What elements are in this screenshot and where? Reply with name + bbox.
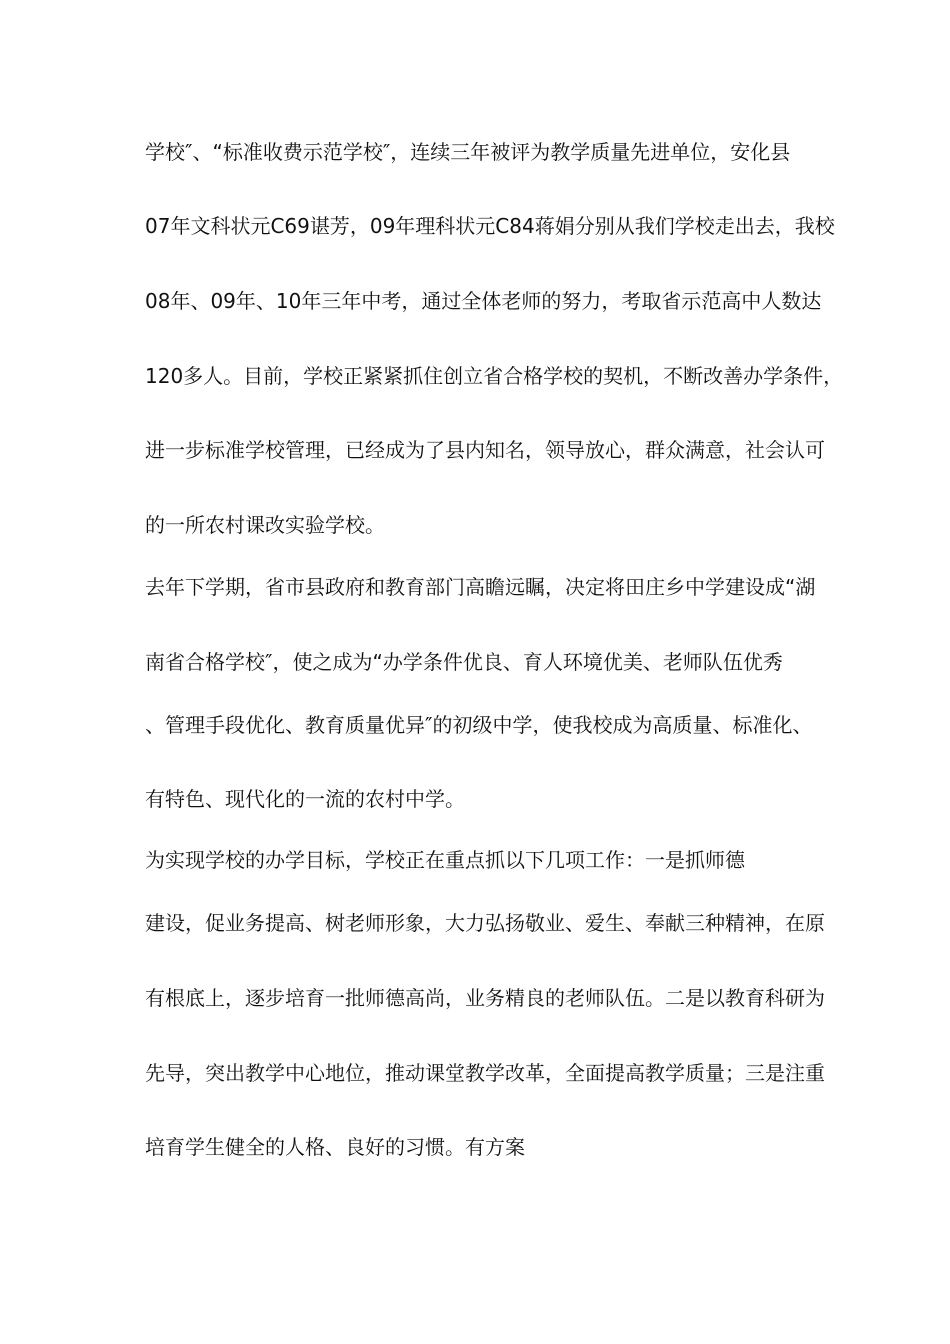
text-line: 为实现学校的办学目标，学校正在重点抓以下几项工作：一是抓师德 — [145, 848, 745, 872]
text-line: 、管理手段优化、教育质量优异″的初级中学，使我校成为高质量、标准化、 — [145, 713, 813, 737]
text-line: 学校″、“标准收费示范学校″，连续三年被评为教学质量先进单位，安化县 — [145, 140, 791, 164]
text-line: 的一所农村课改实验学校。 — [145, 513, 385, 537]
text-line: 建设，促业务提高、树老师形象，大力弘扬敬业、爱生、奉献三种精神，在原 — [145, 911, 825, 935]
text-line: 先导，突出教学中心地位，推动课堂教学改革，全面提高教学质量；三是注重 — [145, 1061, 825, 1085]
text-line: 07年文科状元C69谌芳，09年理科状元C84蒋娟分别从我们学校走出去，我校 — [145, 214, 835, 238]
text-line: 有根底上，逐步培育一批师德高尚，业务精良的老师队伍。二是以教育科研为 — [145, 986, 825, 1010]
text-line: 南省合格学校″，使之成为“办学条件优良、育人环境优美、老师队伍优秀 — [145, 650, 783, 674]
text-line: 08年、09年、10年三年中考，通过全体老师的努力，考取省示范高中人数达 — [145, 289, 822, 313]
text-line: 去年下学期，省市县政府和教育部门高瞻远瞩，决定将田庄乡中学建设成“湖 — [145, 575, 816, 599]
text-line: 进一步标准学校管理，已经成为了县内知名，领导放心，群众满意，社会认可 — [145, 438, 825, 462]
text-line: 培育学生健全的人格、良好的习惯。有方案 — [145, 1135, 525, 1159]
text-line: 120多人。目前，学校正紧紧抓住创立省合格学校的契机，不断改善办学条件， — [145, 364, 844, 388]
text-line: 有特色、现代化的一流的农村中学。 — [145, 787, 465, 811]
